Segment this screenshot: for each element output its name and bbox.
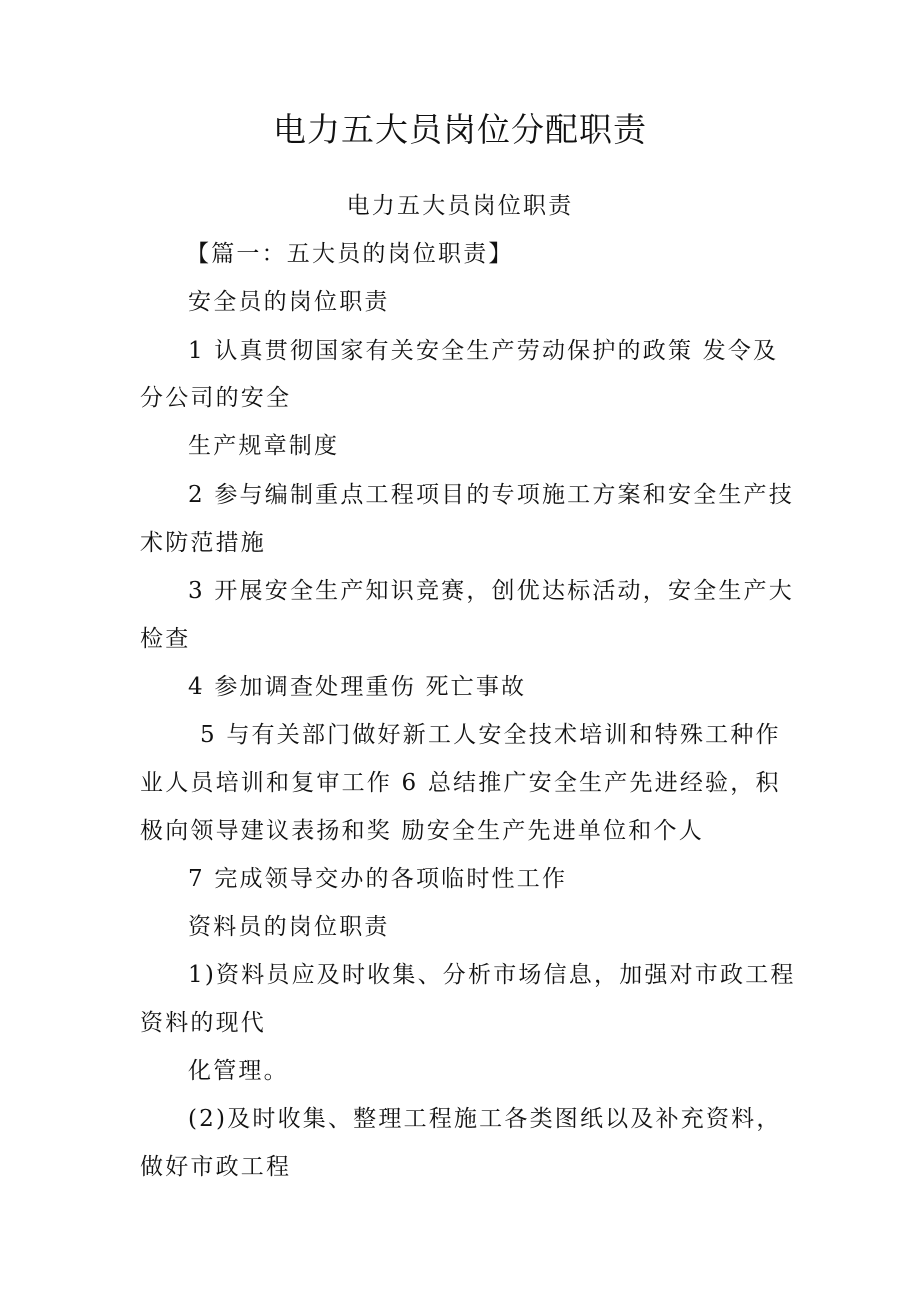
document-subtitle: 电力五大员岗位职责 (346, 193, 574, 219)
section-heading: 【篇一：五大员的岗位职责】 (186, 241, 514, 267)
safety-duty-5-line-1: 5 与有关部门做好新工人安全技术培训和特殊工种作 (200, 722, 781, 748)
data-duty-2-line-2: 做好市政工程 (140, 1154, 292, 1180)
safety-duty-1-line-1: 1 认真贯彻国家有关安全生产劳动保护的政策 发令及 (188, 338, 779, 364)
safety-duty-7: 7 完成领导交办的各项临时性工作 (188, 866, 568, 892)
safety-duty-1-line-3: 生产规章制度 (188, 433, 340, 459)
data-duty-2-line-1: (2)及时收集、整理工程施工各类图纸以及补充资料， (188, 1106, 782, 1132)
safety-duty-3-line-2: 检查 (140, 626, 191, 652)
data-duty-1-line-2: 资料的现代 (140, 1010, 266, 1036)
document-title: 电力五大员岗位分配职责 (273, 110, 647, 149)
safety-duty-4: 4 参加调查处理重伤 死亡事故 (188, 674, 527, 700)
safety-duty-2-line-1: 2 参与编制重点工程项目的专项施工方案和安全生产技 (188, 482, 794, 508)
data-duty-1-line-1: 1)资料员应及时收集、分析市场信息，加强对市政工程 (188, 962, 796, 988)
safety-officer-heading: 安全员的岗位职责 (188, 289, 390, 315)
safety-duty-1-line-2: 分公司的安全 (140, 385, 292, 411)
data-clerk-heading: 资料员的岗位职责 (188, 914, 390, 940)
data-duty-1-line-3: 化管理。 (188, 1058, 289, 1084)
safety-duty-2-line-2: 术防范措施 (140, 530, 266, 556)
safety-duty-5-line-2: 业人员培训和复审工作 6 总结推广安全生产先进经验，积 (140, 770, 781, 796)
safety-duty-3-line-1: 3 开展安全生产知识竞赛，创优达标活动，安全生产大 (188, 578, 794, 604)
safety-duty-5-line-3: 极向领导建议表扬和奖 励安全生产先进单位和个人 (140, 818, 704, 844)
